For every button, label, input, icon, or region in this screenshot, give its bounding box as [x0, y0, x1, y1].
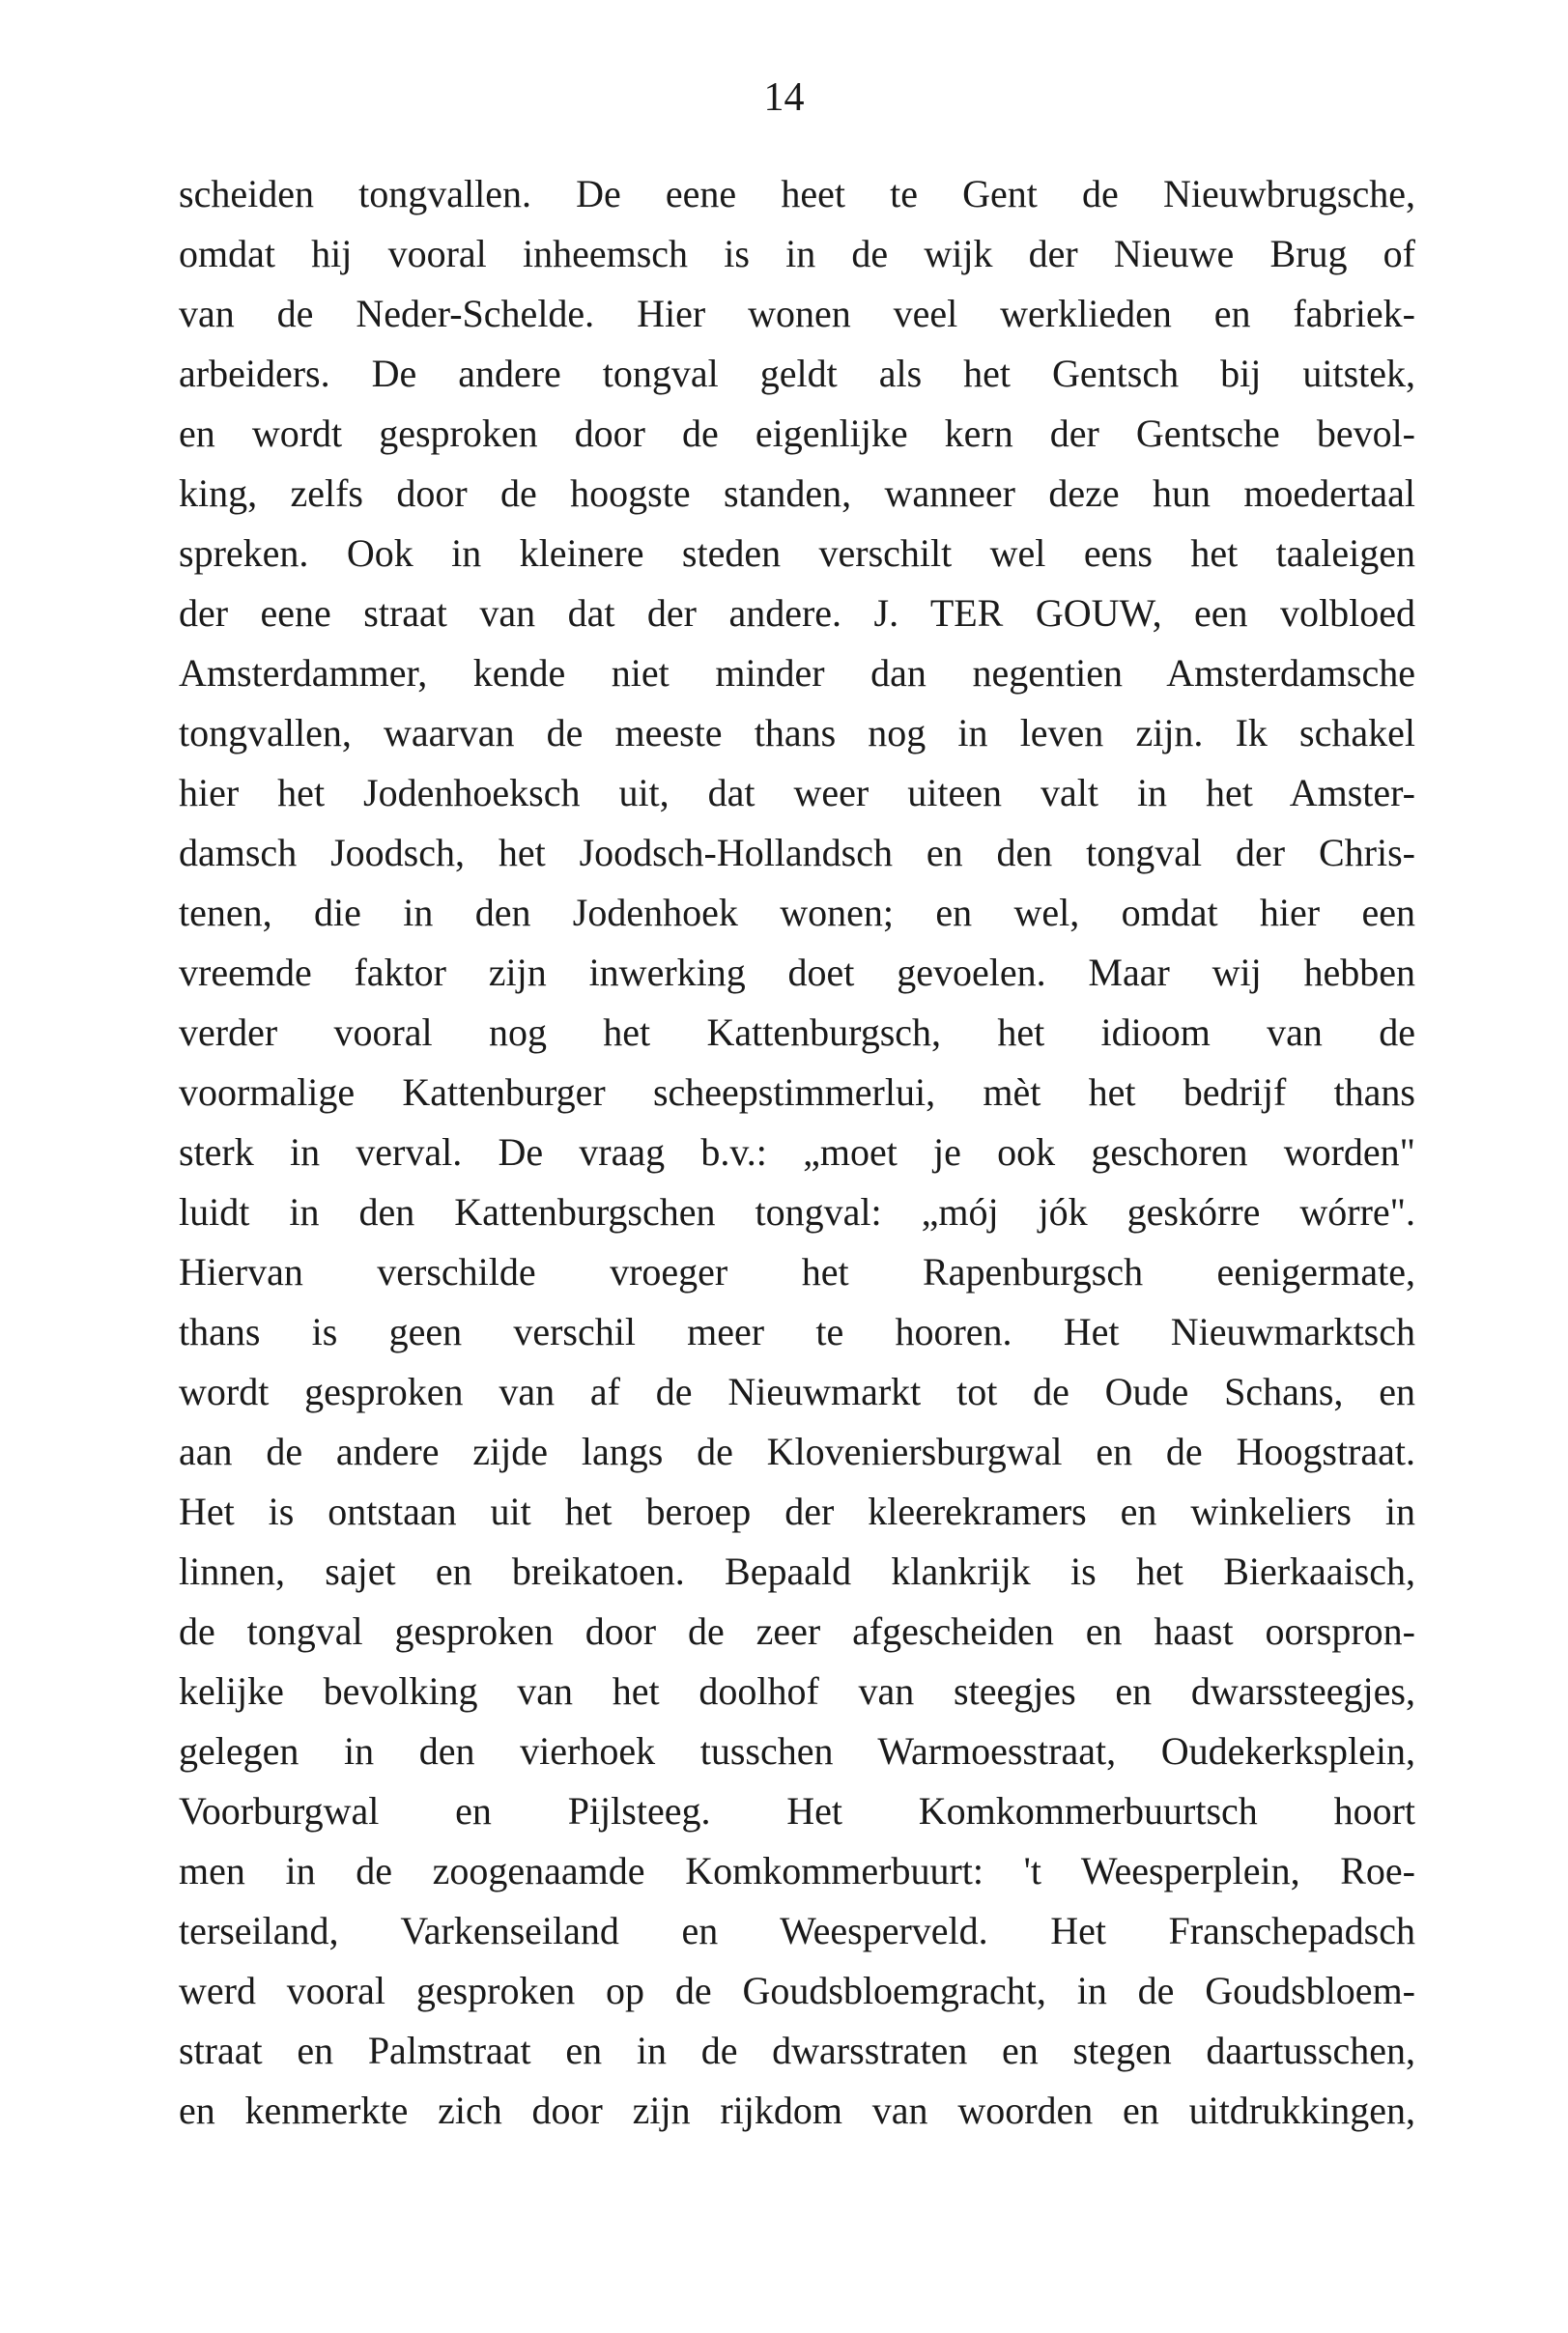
text-line: werd vooral gesproken op de Goudsbloemgracht, in de Goudsbloem- — [179, 1969, 1415, 2012]
text-line: thans is geen verschil meer te hooren. Het Nieuwmarktsch — [179, 1310, 1415, 1353]
text-line: gelegen in den vierhoek tusschen Warmoesstraat, Oudekerksplein, — [179, 1729, 1415, 1773]
text-line: verder vooral nog het Kattenburgsch, het idioom van de — [179, 1010, 1415, 1054]
text-line: vreemde faktor zijn inwerking doet gevoelen. Maar wij hebben — [179, 951, 1415, 994]
text-line: luidt in den Kattenburgschen tongval: „mój jók geskórre wórre". — [179, 1190, 1415, 1234]
text-line: linnen, sajet en breikatoen. Bepaald klankrijk is het Bierkaaisch, — [179, 1550, 1415, 1593]
text-line: tongvallen, waarvan de meeste thans nog in leven zijn. Ik schakel — [179, 711, 1415, 754]
text-line: van de Neder-Schelde. Hier wonen veel werklieden en fabriek- — [179, 292, 1415, 335]
text-line: kelijke bevolking van het doolhof van steegjes en dwarssteegjes, — [179, 1669, 1415, 1713]
text-line: Hiervan verschilde vroeger het Rapenburgsch eenigermate, — [179, 1250, 1415, 1294]
text-line: tenen, die in den Jodenhoek wonen; en wel, omdat hier een — [179, 891, 1415, 934]
page-number: 14 — [763, 75, 805, 120]
text-line: straat en Palmstraat en in de dwarsstraten en stegen daartusschen, — [179, 2029, 1415, 2072]
text-line: en wordt gesproken door de eigenlijke kern der Gentsche bevol- — [179, 412, 1415, 455]
text-line: Amsterdammer, kende niet minder dan negentien Amsterdamsche — [179, 651, 1415, 695]
text-line: wordt gesproken van af de Nieuwmarkt tot de Oude Schans, en — [179, 1370, 1415, 1413]
text-line: king, zelfs door de hoogste standen, wanneer deze hun moedertaal — [179, 471, 1415, 515]
body-text — [179, 164, 1415, 2141]
text-line: der eene straat van dat der andere. J. TER GOUW, een volbloed — [179, 591, 1415, 635]
text-line: damsch Joodsch, het Joodsch-Hollandsch en den tongval der Chris- — [179, 831, 1415, 874]
text-line: spreken. Ook in kleinere steden verschilt wel eens het taaleigen — [179, 531, 1415, 575]
text-line: terseiland, Varkenseiland en Weesperveld. Het Franschepadsch — [179, 1909, 1415, 1952]
text-line: men in de zoogenaamde Komkommerbuurt: 't Weesperplein, Roe- — [179, 1849, 1415, 1892]
text-line: de tongval gesproken door de zeer afgescheiden en haast oorspron- — [179, 1609, 1415, 1653]
text-line: omdat hij vooral inheemsch is in de wijk der Nieuwe Brug of — [179, 232, 1415, 275]
text-line: Het is ontstaan uit het beroep der kleerekramers en winkeliers in — [179, 1490, 1415, 1533]
text-line: en kenmerkte zich door zijn rijkdom van woorden en uitdrukkingen, — [179, 2089, 1415, 2132]
text-line: Voorburgwal en Pijlsteeg. Het Komkommerbuurtsch hoort — [179, 1789, 1415, 1833]
text-line: sterk in verval. De vraag b.v.: „moet je ook geschoren worden" — [179, 1130, 1415, 1174]
text-line: voormalige Kattenburger scheepstimmerlui, mèt het bedrijf thans — [179, 1070, 1415, 1114]
text-line: aan de andere zijde langs de Kloveniersburgwal en de Hoogstraat. — [179, 1430, 1415, 1473]
text-line: hier het Jodenhoeksch uit, dat weer uiteen valt in het Amster- — [179, 771, 1415, 814]
text-line: arbeiders. De andere tongval geldt als het Gentsch bij uitstek, — [179, 352, 1415, 395]
text-line: scheiden tongvallen. De eene heet te Gent de Nieuwbrugsche, — [179, 172, 1415, 215]
